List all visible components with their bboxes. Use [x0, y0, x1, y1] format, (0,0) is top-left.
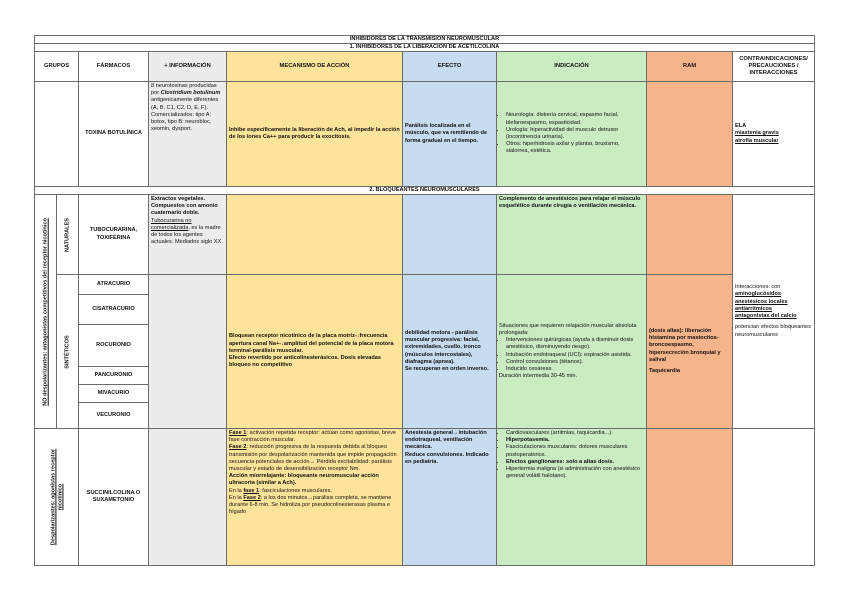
f1-post: : fasciculaciones musculares. — [259, 487, 332, 494]
group-no-despolarizantes-label: NO despolarizantes: antagonistas competitivos del receptor nicotínico — [42, 217, 49, 406]
contra-no-despolarizantes — [733, 195, 815, 429]
pharmacology-table — [34, 35, 815, 566]
contra-toxina — [733, 82, 815, 187]
info-toxina-a: 8 neurotoxinas producidas por — [151, 83, 217, 97]
header-ram: RAM — [647, 52, 733, 82]
drug-pancuronio: PANCURONIO — [79, 367, 149, 385]
group-despolarizantes — [35, 429, 79, 566]
f1-label: fase 1 — [243, 487, 260, 494]
indicacion-nd-intro: Situaciones que requieren relajación muscular absoluta prolongada: — [499, 322, 637, 336]
fase1-label: Fase 1 — [229, 430, 247, 436]
header-farmacos: FÁRMACOS — [79, 52, 149, 82]
drug-succinilcolina: SUCCINILCOLINA O SUXAMETONIO — [79, 429, 149, 566]
ram-nd-a: (dosis altas): liberación histamina por mastocitos-broncoespasmo, hipersecreción bronquial y salival — [649, 327, 721, 363]
mecanismo-no-despolarizantes — [227, 275, 403, 429]
efecto-tubo — [403, 195, 497, 275]
subgroup-sinteticos — [57, 275, 79, 429]
fase2-label: Fase 2 — [229, 444, 247, 451]
ram-tubo — [647, 195, 733, 275]
contra-interacciones: Interacciones: con — [735, 284, 781, 291]
drug-tubocurarina: TUBOCURARINA, TOXIFERINA — [79, 195, 149, 275]
contra-antagonistas-calcio: antagonistas del calcio — [735, 313, 797, 320]
table-title: INHIBIDORES DE LA TRANSMISIÓN NEUROMUSCULAR — [35, 36, 815, 44]
header-efecto: EFECTO — [403, 52, 497, 82]
contra-antiarritmicos: antiarrítmicos — [735, 305, 772, 312]
contra-despolarizantes — [733, 429, 815, 566]
mecanismo-toxina: Inhibe específicamente la liberación de Ach, al impedir la acción de los iones Ca++ para producir la exocitosis. — [227, 82, 403, 187]
list-item: • Urología: hiperactividad del musculo detrusor (incontinencia urinaria). — [506, 127, 644, 141]
header-mecanismo: MECANISMO DE ACCIÓN — [227, 52, 403, 82]
f2-post: : a los dos minutos→parálisis completa, se mantiene durante 6-8 min. Se hidroliza por pseudocolinesterasas plasma e hígado — [229, 494, 392, 516]
info-toxina — [149, 82, 227, 187]
info-tubo-c: , es la madre de todos los agentes actuales. Mediados siglo XX — [151, 224, 222, 246]
contra-anestesicos: anestésicos locales — [735, 298, 788, 305]
info-sinteticos — [149, 275, 227, 429]
list-item: • Intervenciones quirúrgicas (ayuda a disminuir dosis anestésico, disminuyendo riesgo). — [506, 337, 644, 351]
list-item: • Intubación endotraqueal (UCI): espiración asistida. — [506, 352, 644, 359]
section-1-title: 1. INHIBIDORES DE LA LIBERACIÓN DE ACETILCOLINA — [35, 44, 815, 52]
indicacion-despolarizantes — [497, 429, 647, 566]
list-item: • Neurología: distonía cervical, espasmo facial, blefaroespasmo, espasticidad. — [506, 112, 644, 126]
subgroup-naturales — [57, 195, 79, 275]
f2-pre: En la — [229, 494, 244, 501]
group-empty-cell — [35, 82, 79, 187]
info-toxina-species: Clostridium botulinum — [160, 90, 221, 97]
drug-mivacurio: MIVACURIO — [79, 385, 149, 403]
efecto-d-a: Anestesia general→intubación endotraqueal, ventilación mecánica. — [405, 430, 487, 451]
contra-miastenia: miastenia gravis — [735, 130, 779, 137]
header-contraindicaciones: CONTRAINDICACIONES/ PRECAUCIONES / INTERACCIONES — [733, 52, 815, 82]
indicacion-nd-duracion: Duración intermedia 30-45 min. — [499, 373, 578, 380]
header-indicacion: INDICACIÓN — [497, 52, 647, 82]
mecanismo-tubo — [227, 195, 403, 275]
efecto-despolarizantes — [403, 429, 497, 566]
drug-vecuronio: VECURONIO — [79, 403, 149, 429]
efecto-no-despolarizantes — [403, 275, 497, 429]
section-2-title: 2. BLOQUEANTES NEUROMUSCULARES — [35, 187, 815, 195]
indicacion-toxina — [497, 82, 647, 187]
fase2-text: : reducción progresiva de la respuesta debida al bloqueo transmisión por despolarización mantenida que impide propagación secuencia potenciales de acción→ Pérdida excitabilidad: parálisis muscular y estado de desensibilización receptor Nm. — [229, 444, 397, 473]
efecto-nd-b: Se recuperan en orden inverso. — [405, 365, 489, 372]
list-item: • Efectos ganglionares: solo a altas dosis. — [506, 459, 644, 466]
info-tubocurarina — [149, 195, 227, 275]
list-item: • Otros: hiperhidrosis axilar y plantar, bruxismo, sialorrea, estética. — [506, 141, 644, 155]
indicacion-tubo: Complemento de anestésicos para relajar el músculo esquelético durante cirugía o ventilación mecánica. — [497, 195, 647, 275]
accion-miorrelajante: Acción miorrelajante: bloqueante neuromuscular acción ultracorta (similar a Ach). — [229, 473, 379, 487]
list-item: • Cardiovasculares (arritmias, taquicardia...). — [506, 430, 644, 437]
list-item: • Fasciculaciones musculares: dolores musculares postoperatorios. — [506, 444, 644, 458]
group-no-despolarizantes — [35, 195, 57, 429]
list-item: • Control convulsiones (tétanos). — [506, 359, 644, 366]
f2-label: Fase 2 — [243, 494, 261, 501]
contra-ela: ELA — [735, 123, 747, 130]
mecanismo-despolarizantes — [227, 429, 403, 566]
header-grupos: GRUPOS — [35, 52, 79, 82]
ram-no-despolarizantes — [647, 275, 733, 429]
drug-toxina-botulinica: TOXINA BOTULÍNICA — [79, 82, 149, 187]
contra-potencian: potencian efectos bloqueantes neuromusculares — [735, 324, 811, 338]
mecanismo-nd-b: Efecto revertido por anticolinesterásicos. Dosis elevadas bloqueo no competitivo — [229, 355, 382, 369]
info-tubo-b: Tubocurarina no comercializada — [151, 217, 192, 231]
fase1-text: : activación repetida receptor: actúan como agonistas, breve fase contracción muscular. — [229, 430, 396, 444]
contra-aminoglucosidos: aminoglucósidos — [735, 291, 781, 298]
list-item: • Hipertermia maligna (si administración con anestésico general volátil halotano). — [506, 466, 644, 480]
efecto-toxina: Parálisis localizada en el músculo, que va remitiendo de forma gradual en el tiempo. — [403, 82, 497, 187]
list-item: • Hiperpotasemia. — [506, 437, 644, 444]
subgroup-naturales-label: NATURALES — [64, 217, 71, 252]
info-toxina-c: antigenicamente diferentes (A, B, C1, C2, D, E, F). Comercializados: tipo A: botox, tipo B: neurobloc, xeomin, dysport. — [151, 97, 219, 133]
contra-atrofia: atrofia muscular — [735, 137, 779, 144]
drug-rocuronio: ROCURONIO — [79, 325, 149, 367]
list-item: • Inducido cesáreas. — [506, 366, 644, 373]
drug-cisatracurio: CISATRACURIO — [79, 295, 149, 325]
info-succinilcolina — [149, 429, 227, 566]
drug-atracurio: ATRACURIO — [79, 275, 149, 295]
mecanismo-nd-a: Bloquean receptor nicotínico de la placa motriz-↓frecuencia apertura canal Na+-↓amplitud del potencial de la placa motora terminal-parálisis muscular. — [229, 333, 394, 354]
ram-toxina — [647, 82, 733, 187]
ram-nd-b: Taquicardia — [649, 367, 680, 374]
group-despolarizantes-label: Despolarizantes: agonistas receptor nicotínico — [49, 448, 63, 546]
efecto-d-b: Reduce convulsiones. Indicado en pediatría. — [405, 451, 489, 465]
f1-pre: En la — [229, 487, 244, 494]
info-tubo-a: Extractos vegetales. Compuestos con amonio cuaternario doble. — [151, 196, 218, 217]
indicacion-no-despolarizantes — [497, 275, 647, 429]
ram-despolarizantes — [647, 429, 733, 566]
efecto-nd-a: debilidad motora - parálisis muscular progresiva: facial, extremidades, cuello, tronco (músculos intercostales), diafragma (apnea). — [405, 329, 481, 365]
header-info: + INFORMACIÓN — [149, 52, 227, 82]
subgroup-sinteticos-label: SINTÉTICOS — [64, 334, 71, 369]
